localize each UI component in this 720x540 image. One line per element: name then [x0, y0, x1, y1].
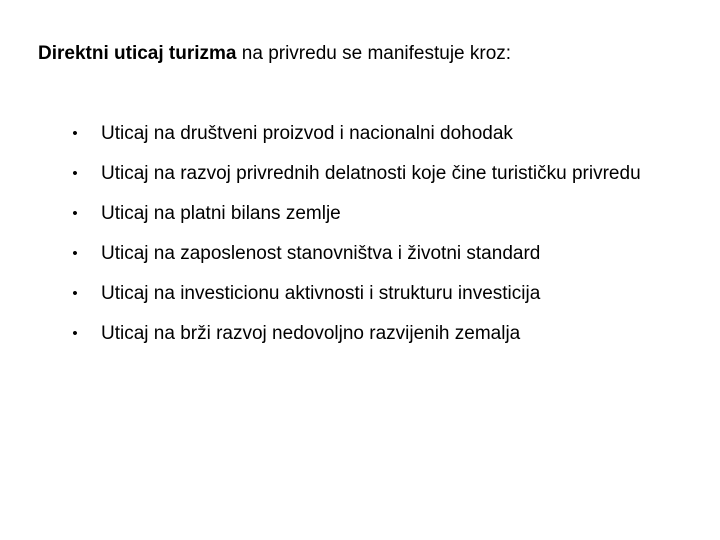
- bullet-item: [68, 201, 668, 227]
- bullet-icon: •: [72, 165, 78, 182]
- heading-bold-text: Direktni uticaj turizma: [38, 43, 237, 64]
- bullet-text: Uticaj na zaposlenost stanovništva i životni standard: [101, 243, 541, 264]
- bullet-text: Uticaj na brži razvoj nedovoljno razvijenih zemalja: [101, 323, 521, 344]
- bullet-icon: •: [72, 205, 78, 222]
- bullet-item: [68, 121, 668, 147]
- bullet-item: [68, 321, 668, 347]
- bullet-icon: •: [72, 325, 78, 342]
- slide-heading: [38, 41, 511, 67]
- bullet-item: [68, 241, 668, 267]
- bullet-icon: •: [72, 285, 78, 302]
- bullet-list: [68, 121, 668, 361]
- bullet-text: Uticaj na investicionu aktivnosti i strukturu investicija: [101, 283, 541, 304]
- bullet-item: [68, 281, 668, 307]
- heading-rest-text: na privredu se manifestuje kroz:: [236, 43, 512, 64]
- bullet-text: Uticaj na platni bilans zemlje: [101, 203, 341, 224]
- bullet-text: Uticaj na razvoj privrednih delatnosti koje čine turističku privredu: [101, 163, 641, 184]
- bullet-text: Uticaj na društveni proizvod i nacionalni dohodak: [101, 123, 513, 144]
- bullet-icon: •: [72, 125, 78, 142]
- bullet-item: [68, 161, 668, 187]
- bullet-icon: •: [72, 245, 78, 262]
